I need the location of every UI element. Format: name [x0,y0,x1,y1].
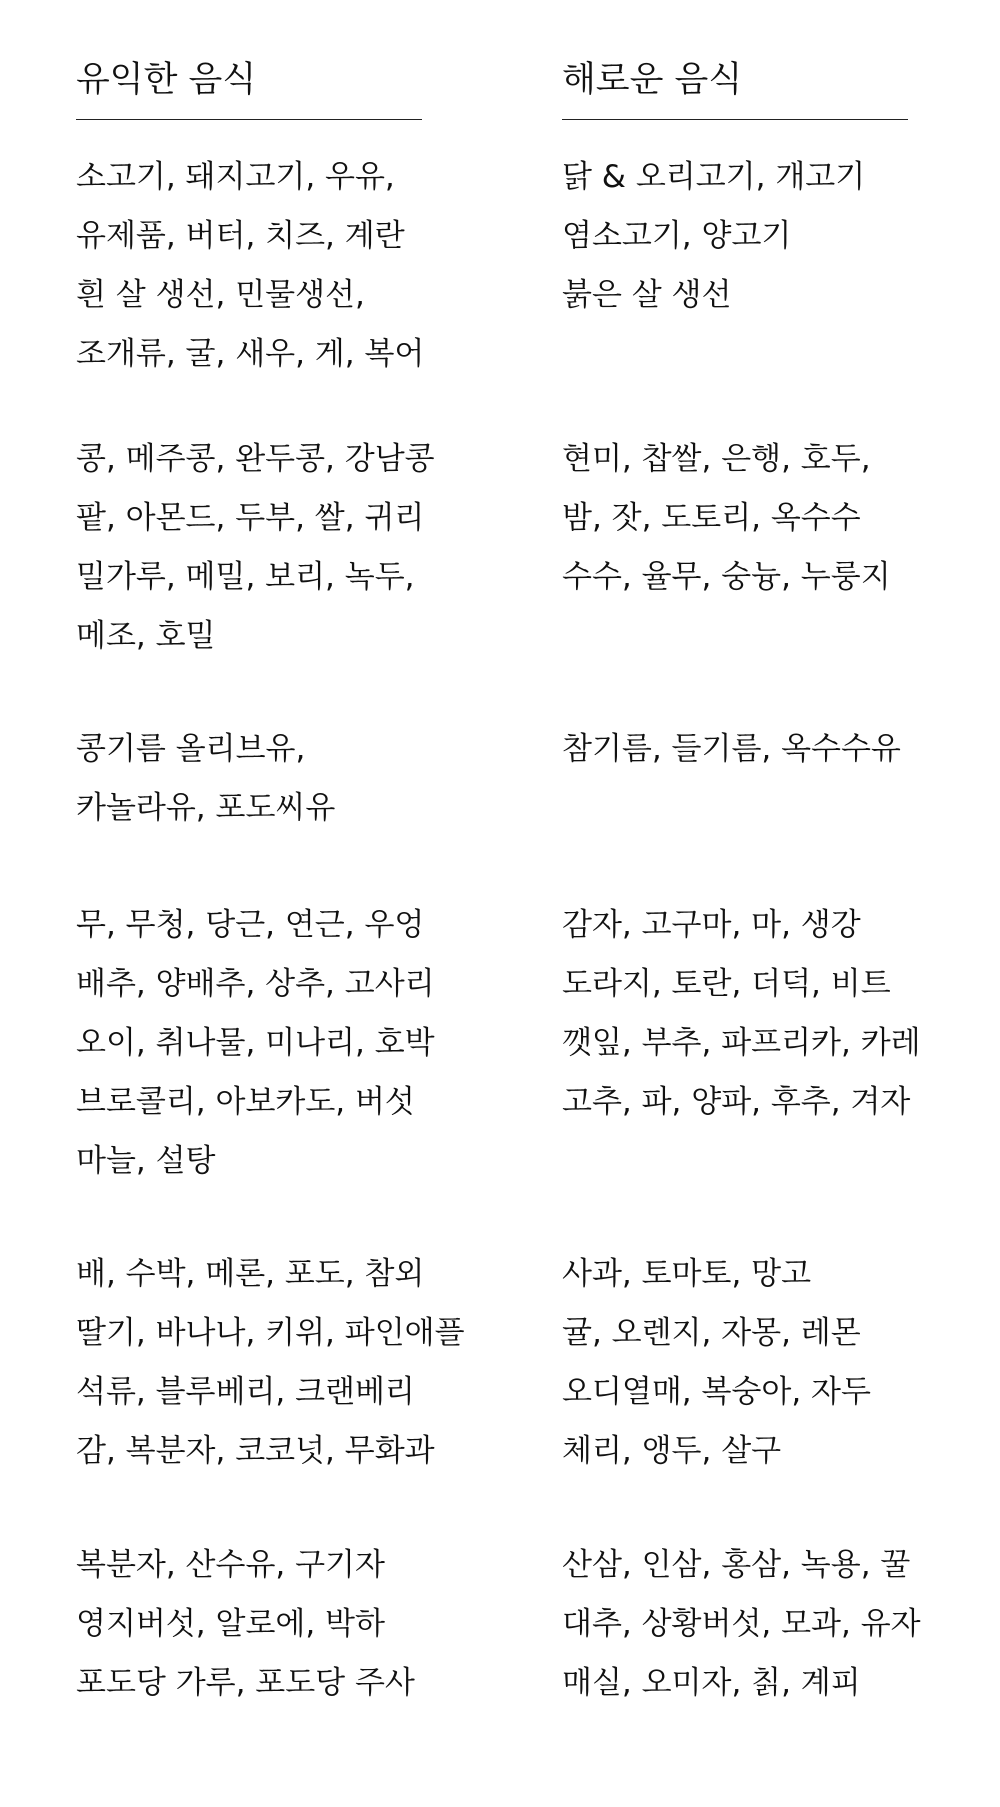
food-line: 딸기, 바나나, 키위, 파인애플 [76,1315,465,1351]
beneficial-oils-group [76,720,476,838]
food-line: 배, 수박, 메론, 포도, 참외 [76,1256,425,1292]
food-line: 소고기, 돼지고기, 우유, [76,159,395,195]
harmful-oils-group [562,720,982,779]
title-divider [76,119,422,120]
food-line: 붉은 살 생선 [562,277,732,313]
food-line: 감, 복분자, 코코넛, 무화과 [76,1433,435,1469]
food-line: 염소고기, 양고기 [562,218,792,254]
food-line: 고추, 파, 양파, 후추, 겨자 [562,1084,911,1120]
food-line: 콩기름 올리브유, [76,731,306,767]
harmful-herbs-group [562,1536,982,1713]
beneficial-grains-beans-group [76,430,476,666]
harmful-fruits-group [562,1245,982,1481]
beneficial-fruits-group [76,1245,476,1481]
harmful-grains-nuts-group [562,430,982,607]
food-line: 귤, 오렌지, 자몽, 레몬 [562,1315,861,1351]
food-line: 조개류, 굴, 새우, 게, 복어 [76,336,425,372]
food-line: 도라지, 토란, 더덕, 비트 [562,966,891,1002]
food-line: 수수, 율무, 숭늉, 누룽지 [562,559,891,595]
food-line: 포도당 가루, 포도당 주사 [76,1665,415,1701]
food-line: 매실, 오미자, 칡, 계피 [562,1665,861,1701]
food-line: 오디열매, 복숭아, 자두 [562,1374,871,1410]
food-line: 팥, 아몬드, 두부, 쌀, 귀리 [76,500,425,536]
food-line: 참기름, 들기름, 옥수수유 [562,731,901,767]
food-line: 배추, 양배추, 상추, 고사리 [76,966,435,1002]
food-line: 감자, 고구마, 마, 생강 [562,907,861,943]
beneficial-foods-title: 유익한 음식 [76,60,257,100]
food-line: 복분자, 산수유, 구기자 [76,1547,385,1583]
food-line: 대추, 상황버섯, 모과, 유자 [562,1606,921,1642]
beneficial-meat-dairy-seafood-group [76,148,476,384]
food-line: 카놀라유, 포도씨유 [76,790,336,826]
food-line: 석류, 블루베리, 크랜베리 [76,1374,415,1410]
food-line: 산삼, 인삼, 홍삼, 녹용, 꿀 [562,1547,911,1583]
food-line: 오이, 취나물, 미나리, 호박 [76,1025,435,1061]
food-line: 깻잎, 부추, 파프리카, 카레 [562,1025,921,1061]
beneficial-vegetables-group [76,896,476,1191]
food-line: 현미, 찹쌀, 은행, 호두, [562,441,871,477]
food-line: 흰 살 생선, 민물생선, [76,277,365,313]
harmful-foods-title: 해로운 음식 [562,60,743,100]
food-line: 밤, 잣, 도토리, 옥수수 [562,500,861,536]
food-line: 브로콜리, 아보카도, 버섯 [76,1084,415,1120]
title-divider [562,119,908,120]
food-line: 메조, 호밀 [76,618,216,654]
food-line: 유제품, 버터, 치즈, 계란 [76,218,405,254]
food-line: 콩, 메주콩, 완두콩, 강남콩 [76,441,435,477]
harmful-vegetables-group [562,896,982,1132]
food-line: 마늘, 설탕 [76,1143,216,1179]
food-line: 사과, 토마토, 망고 [562,1256,812,1292]
beneficial-herbs-group [76,1536,476,1713]
food-line: 무, 무청, 당근, 연근, 우엉 [76,907,425,943]
food-line: 영지버섯, 알로에, 박하 [76,1606,385,1642]
food-line: 밀가루, 메밀, 보리, 녹두, [76,559,415,595]
food-line: 체리, 앵두, 살구 [562,1433,782,1469]
harmful-meat-fish-group [562,148,982,325]
food-line: 닭 & 오리고기, 개고기 [562,159,866,195]
